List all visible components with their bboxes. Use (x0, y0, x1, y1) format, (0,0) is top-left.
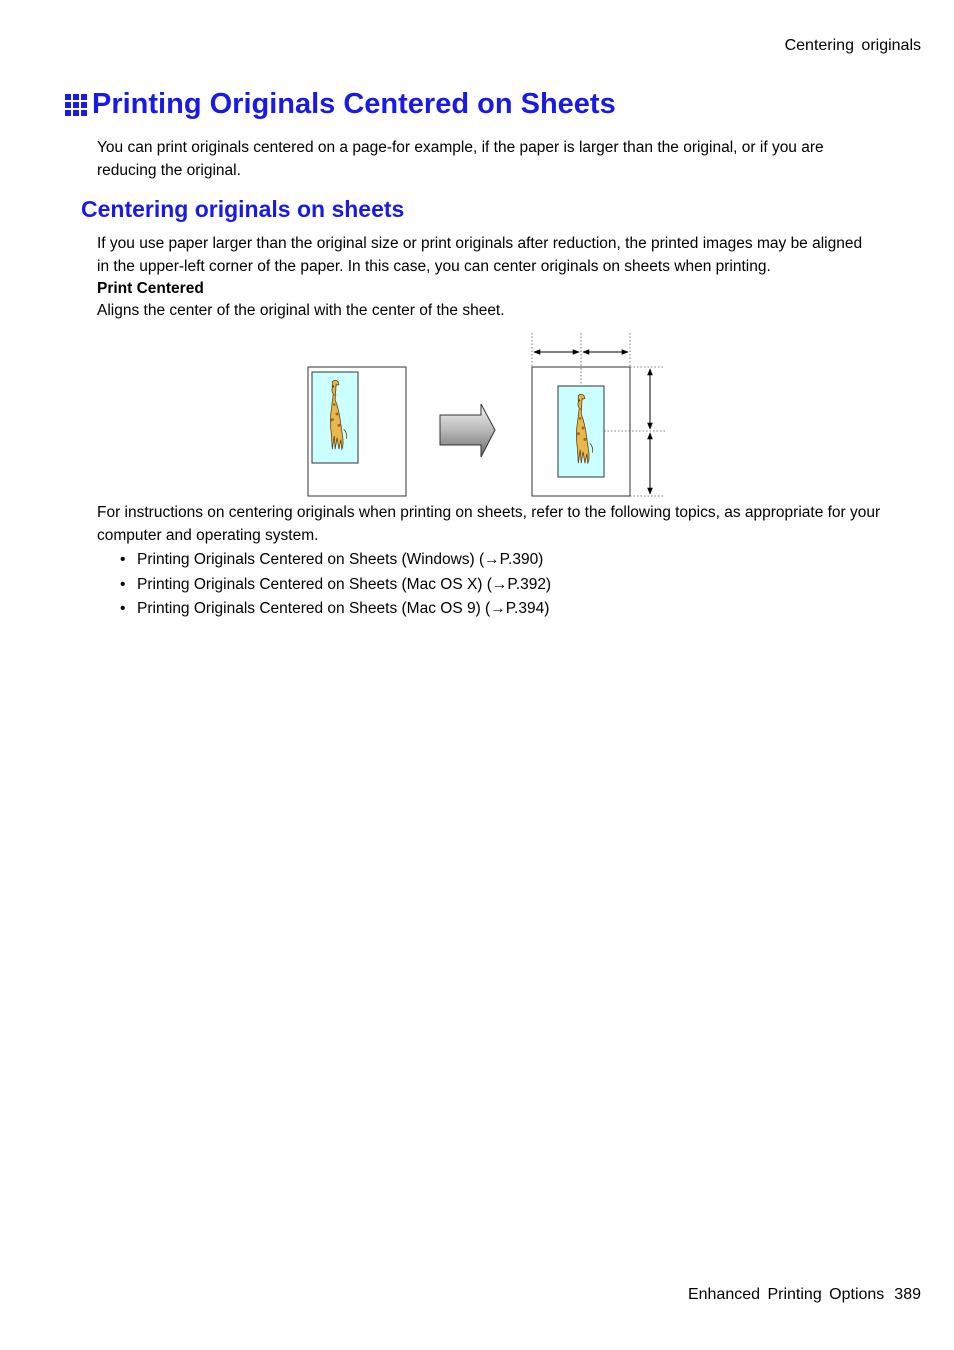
topic-link-windows[interactable]: Printing Originals Centered on Sheets (Windows) (→P.390) (137, 551, 544, 568)
bullet: • (120, 600, 126, 617)
topic-link-mac-os-9[interactable]: Printing Originals Centered on Sheets (Mac OS 9) (→P.394) (137, 600, 550, 617)
list-item (120, 573, 551, 598)
instructions-paragraph: For instructions on centering originals when printing on sheets, refer to the following topics, as appropriate for your computer and operating system. (97, 504, 881, 544)
section-body: If you use paper larger than the original size or print originals after reduction, the printed images may be aligned in the upper-left corner of the paper. In this case, you can center originals on sheets when printing. (97, 235, 863, 275)
intro-paragraph: You can print originals centered on a page-for example, if the paper is larger than the original, or if you are reducing the original. (97, 139, 824, 179)
section-heading: Centering originals on sheets (81, 196, 405, 222)
bullet: • (120, 575, 126, 593)
grid-bullet-icon (64, 93, 88, 117)
topic-link-mac-os-x[interactable]: Printing Originals Centered on Sheets (Mac OS X) (→P.392) (137, 575, 552, 593)
page-title-block (64, 88, 616, 121)
running-header: Centering originals (784, 37, 921, 54)
list-item (120, 597, 551, 622)
term-description: Aligns the center of the original with the center of the sheet. (97, 302, 505, 319)
footer-chapter: Enhanced Printing Options (687, 1286, 885, 1303)
term-print-centered: Print Centered (97, 280, 204, 297)
page-footer (688, 1286, 921, 1304)
page-title: Printing Originals Centered on Sheets (92, 88, 616, 120)
bullet: • (120, 551, 126, 568)
right-arrow-icon (440, 404, 495, 457)
page-number: 389 (894, 1286, 921, 1303)
centering-diagram (300, 330, 680, 505)
list-item (120, 548, 551, 573)
topic-link-list (120, 548, 551, 622)
